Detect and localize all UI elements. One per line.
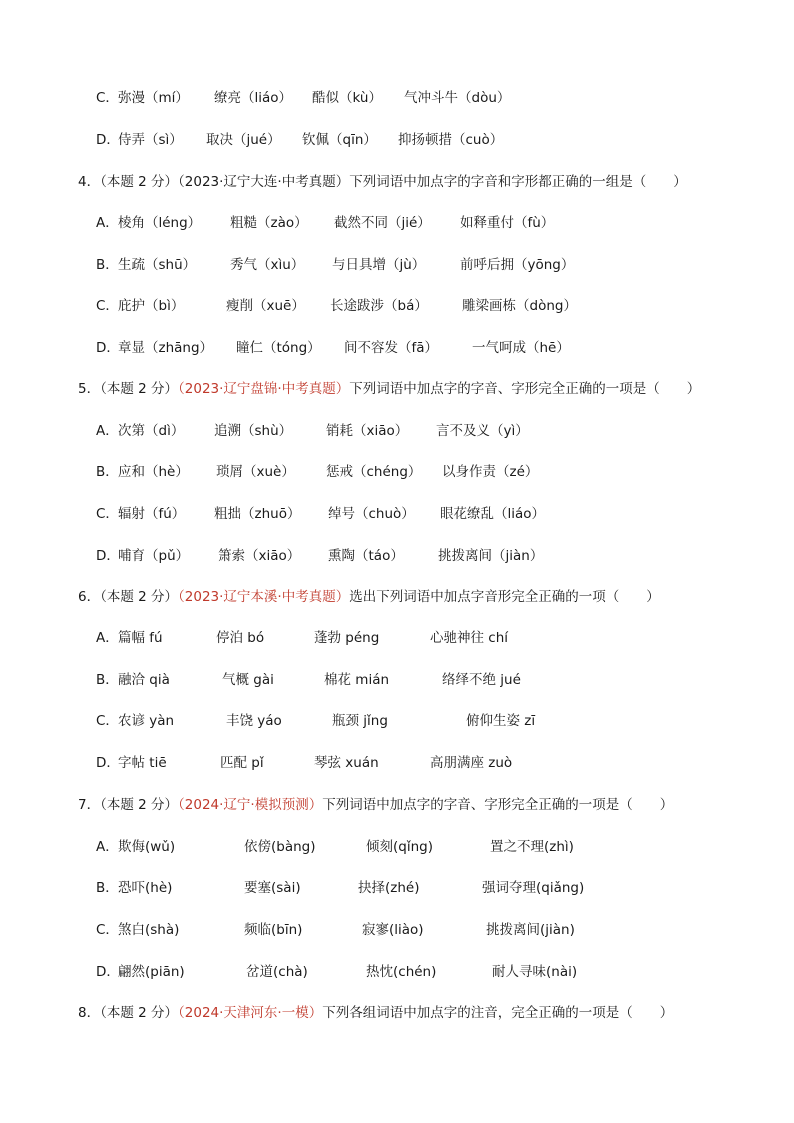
option-item: 琐屑（xuè） [216,464,295,480]
option-item: 辐射（fú） [118,506,186,522]
option-item: 琴弦 xuán [314,755,379,771]
option-item: 言不及义（yì） [436,423,529,439]
option-item: 熏陶（táo） [328,548,404,564]
option-item: 缭亮（liáo） [214,90,293,106]
option-item: 抑扬顿措（cuò） [398,132,504,148]
option-item: 丰饶 yáo [226,713,282,729]
option-item: 寂寥(liào) [362,922,424,938]
question-number: 7． [78,797,101,813]
option-letter: C． [96,713,119,729]
option-item: 惩戒（chéng） [326,464,422,480]
option-item: 挑拨离间(jiàn) [486,922,575,938]
question-number: 5． [78,381,101,397]
question-text: 下列词语中加点字的字音、字形完全正确的一项是（ ） [322,797,674,813]
question-source: （2023·辽宁大连·中考真题） [178,174,350,190]
option-item: 欺侮(wǔ) [118,839,176,855]
option-item: 箫索（xiāo） [218,548,301,564]
question-text: 下列词语中加点字的字音和字形都正确的一组是（ ） [349,174,687,190]
question-score: （本题 2 分） [100,797,179,813]
option-item: 农谚 yàn [118,713,175,729]
option-item: 蓬勃 péng [314,630,380,646]
option-letter: B． [96,672,119,688]
option-item: 追溯（shù） [214,423,293,439]
option-item: 抉择(zhé) [358,880,420,896]
option-item: 以身作责（zé） [442,464,539,480]
question-number: 4． [78,174,101,190]
question-text: 下列词语中加点字的字音、字形完全正确的一项是（ ） [349,381,701,397]
option-item: 钦佩（qīn） [302,132,377,148]
question-number: 6． [78,589,101,605]
option-item: 粗拙（zhuō） [214,506,301,522]
question-source: （2023·辽宁盘锦·中考真题） [178,381,350,397]
option-letter: A． [96,215,119,231]
question-text: 下列各组词语中加点字的注音，完全正确的一项是（ ） [322,1005,674,1021]
option-item: 匹配 pǐ [220,755,264,771]
option-letter: A． [96,630,119,646]
option-letter: B． [96,880,119,896]
option-item: 倾刻(qǐng) [366,839,433,855]
option-item: 瞳仁（tóng） [236,340,321,356]
question-8-stem [78,1003,673,1023]
option-item: 次第（dì） [118,423,185,439]
option-item: 频临(bīn) [244,922,303,938]
option-letter: D． [96,340,120,356]
option-item: 截然不同（jié） [334,215,431,231]
option-item: 庇护（bì） [118,298,185,314]
option-item: 绰号（chuò） [328,506,415,522]
option-item: 俯仰生姿 zī [466,713,536,729]
option-letter: D． [96,964,120,980]
option-item: 热忱(chén) [366,964,437,980]
option-item: 依傍(bàng) [244,839,316,855]
option-item: 置之不理(zhì) [490,839,574,855]
option-item: 耐人寻味(nài) [492,964,578,980]
option-item: 棉花 mián [324,672,390,688]
option-item: 恐吓(hè) [118,880,173,896]
option-item: 长途跋涉（bá） [330,298,428,314]
option-letter: C． [96,922,119,938]
option-item: 气概 gài [222,672,274,688]
option-letter: A． [96,839,119,855]
option-letter: B． [96,257,119,273]
option-letter: B． [96,464,119,480]
question-source: （2024·辽宁·模拟预测） [178,797,323,813]
question-source: （2023·辽宁本溪·中考真题） [178,589,350,605]
option-item: 强词夺理(qiǎng) [482,880,585,896]
option-letter: C． [96,90,119,106]
option-letter: D． [96,548,120,564]
option-item: 眼花缭乱（liáo） [440,506,546,522]
option-letter: C． [96,506,119,522]
option-letter: D． [96,132,120,148]
option-item: 与日具增（jù） [332,257,426,273]
question-score: （本题 2 分） [100,1005,179,1021]
question-score: （本题 2 分） [100,381,179,397]
option-item: 高朋满座 zuò [430,755,513,771]
option-item: 侍弄（sì） [118,132,183,148]
option-item: 棱角（léng） [118,215,202,231]
option-item: 粗糙（zào） [230,215,308,231]
question-score: （本题 2 分） [100,174,179,190]
option-item: 取决（jué） [206,132,281,148]
question-source: （2024·天津河东·一模） [178,1005,323,1021]
option-item: 字帖 tiē [118,755,167,771]
option-letter: A． [96,423,119,439]
option-item: 秀气（xìu） [230,257,305,273]
question-5-stem [78,379,700,399]
option-item: 挑拨离间（jiàn） [438,548,544,564]
question-4-stem [78,172,687,192]
option-item: 间不容发（fā） [344,340,439,356]
question-6-stem [78,587,660,607]
option-item: 雕梁画栋（dòng） [462,298,577,314]
option-item: 煞白(shà) [118,922,180,938]
option-letter: D． [96,755,120,771]
option-item: 停泊 bó [216,630,265,646]
option-item: 章显（zhāng） [118,340,214,356]
option-item: 酷似（kù） [312,90,382,106]
question-number: 8． [78,1005,101,1021]
option-item: 瓶颈 jǐng [332,713,388,729]
option-item: 哺育（pǔ） [118,548,190,564]
question-text: 选出下列词语中加点字音形完全正确的一项（ ） [349,589,660,605]
option-item: 生疏（shū） [118,257,197,273]
option-item: 气冲斗牛（dòu） [404,90,511,106]
option-item: 融洽 qià [118,672,170,688]
option-item: 如释重付（fù） [460,215,555,231]
option-item: 岔道(chà) [246,964,308,980]
option-item: 一气呵成（hē） [472,340,570,356]
option-letter: C． [96,298,119,314]
option-item: 弥漫（mí） [118,90,189,106]
option-item: 前呼后拥（yōng） [460,257,575,273]
question-score: （本题 2 分） [100,589,179,605]
option-item: 心驰神往 chí [430,630,509,646]
option-item: 络绎不绝 jué [442,672,521,688]
option-item: 瘦削（xuē） [226,298,305,314]
option-item: 应和（hè） [118,464,189,480]
option-item: 篇幅 fú [118,630,163,646]
question-7-stem [78,795,673,815]
option-item: 翩然(piān) [118,964,185,980]
option-item: 要塞(sài) [244,880,301,896]
option-item: 销耗（xiāo） [326,423,409,439]
